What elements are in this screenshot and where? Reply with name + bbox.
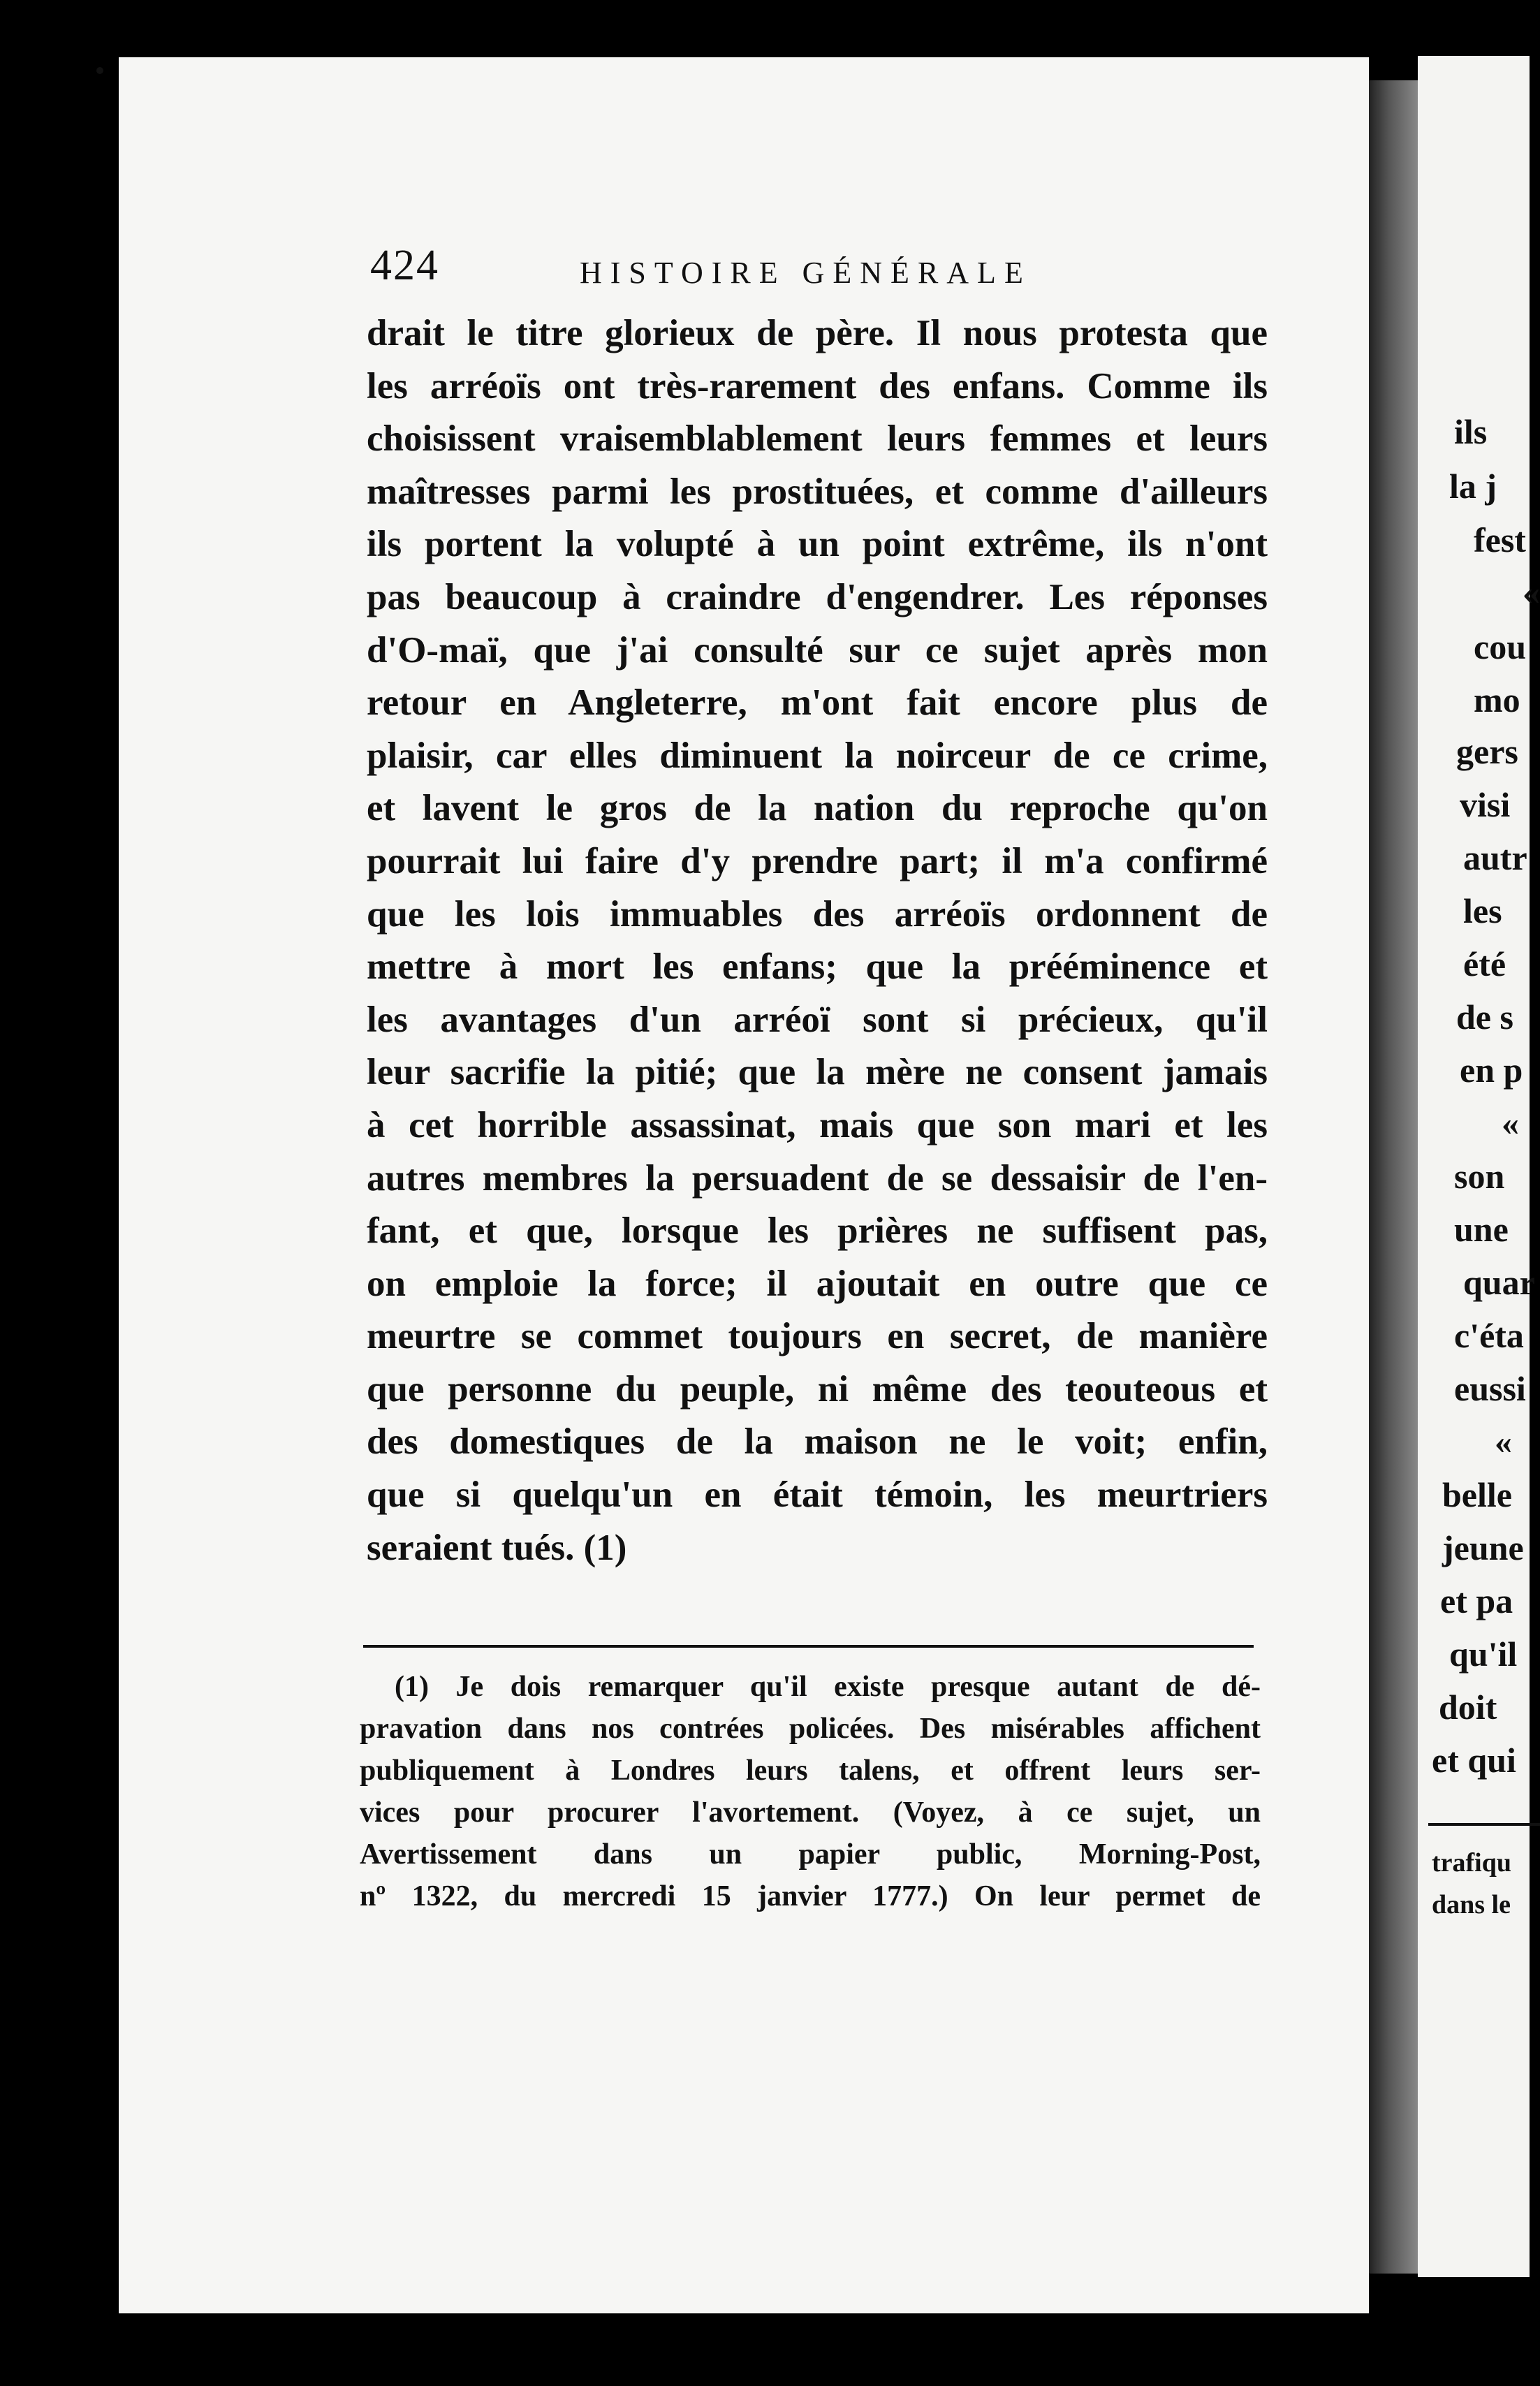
next-page-line: belle xyxy=(1442,1475,1512,1514)
footnote xyxy=(360,1666,1261,1917)
footnote-line: publiquement à Londres leurs talens, et offrent leurs ser- xyxy=(360,1755,1261,1787)
text-line: que si quelqu'un en était témoin, les meurtriers xyxy=(367,1474,1268,1516)
next-page-line: et qui xyxy=(1432,1741,1516,1780)
footnote-line: (1) Je dois remarquer qu'il existe presque autant de dé- xyxy=(395,1671,1261,1703)
text-line: que les lois immuables des arréoïs ordonnent de xyxy=(367,893,1268,935)
next-page-line: la j xyxy=(1449,467,1497,506)
text-line: pas beaucoup à craindre d'engendrer. Les réponses xyxy=(367,576,1268,617)
footnote-line: pravation dans nos contrées policées. Des misérables affichent xyxy=(360,1713,1261,1745)
next-page-line: mo xyxy=(1474,680,1520,719)
next-page-footnote-line: trafiqu xyxy=(1432,1848,1511,1878)
text-line: les arréoïs ont très-rarement des enfans. Comme ils xyxy=(367,365,1268,407)
body-text xyxy=(367,307,1268,1574)
text-line: à cet horrible assassinat, mais que son mari et les xyxy=(367,1104,1268,1146)
footnote-line: vices pour procurer l'avortement. (Voyez, à ce sujet, un xyxy=(360,1796,1261,1829)
text-line: maîtresses parmi les prostituées, et comme d'ailleurs xyxy=(367,471,1268,512)
text-line: d'O-maï, que j'ai consulté sur ce sujet après mon xyxy=(367,629,1268,671)
next-page-footnote-rule xyxy=(1428,1823,1540,1826)
next-page-line: les xyxy=(1463,891,1502,930)
next-page-line: c'éta xyxy=(1454,1316,1524,1355)
footnote-rule xyxy=(363,1645,1254,1648)
next-page-line: et pa xyxy=(1440,1581,1513,1620)
scan-speck xyxy=(325,1942,335,1963)
running-title: HISTOIRE GÉNÉRALE xyxy=(580,256,1032,290)
book-page-right-partial xyxy=(1418,56,1540,2277)
text-line: et lavent le gros de la nation du reproche qu'on xyxy=(367,788,1268,829)
next-page-line: gers xyxy=(1456,732,1518,771)
scan-speck xyxy=(96,67,103,74)
next-page-line: « xyxy=(1495,1422,1512,1461)
next-page-line: fest xyxy=(1474,520,1526,559)
text-line: drait le titre glorieux de père. Il nous protesta que xyxy=(367,313,1268,353)
next-page-line: « xyxy=(1502,1104,1519,1143)
next-page-line: eussi xyxy=(1454,1369,1526,1408)
text-line: plaisir, car elles diminuent la noirceur de ce crime, xyxy=(367,735,1268,776)
book-gutter xyxy=(1369,80,1418,2274)
text-line: on emploie la force; il ajoutait en outre que ce xyxy=(367,1263,1268,1304)
text-line: meurtre se commet toujours en secret, de manière xyxy=(367,1316,1268,1357)
text-line: mettre à mort les enfans; que la prééminence et xyxy=(367,946,1268,988)
next-page-line: ils xyxy=(1454,412,1488,451)
next-page-line: en p xyxy=(1460,1051,1523,1090)
next-page-line: qu'il xyxy=(1449,1634,1518,1674)
next-page-line: doit xyxy=(1439,1688,1497,1727)
page-number: 424 xyxy=(370,242,439,289)
text-line: fant, et que, lorsque les prières ne suffisent pas, xyxy=(367,1210,1268,1252)
text-line: seraient tués. (1) xyxy=(367,1527,627,1568)
next-page-line: « xyxy=(1523,573,1540,612)
text-line: pourrait lui faire d'y prendre part; il m'a confirmé xyxy=(367,840,1268,881)
next-page-line: visi xyxy=(1460,785,1511,824)
text-line: des domestiques de la maison ne le voit; enfin, xyxy=(367,1421,1268,1463)
text-line: que personne du peuple, ni même des teouteous et xyxy=(367,1368,1268,1410)
footnote-line: nº 1322, du mercredi 15 janvier 1777.) On leur permet de xyxy=(360,1880,1261,1912)
next-page-line: cou xyxy=(1474,627,1526,666)
text-line: retour en Angleterre, m'ont fait encore plus de xyxy=(367,682,1268,724)
next-page-line: son xyxy=(1454,1157,1505,1196)
next-page-line: jeune xyxy=(1442,1528,1524,1567)
next-page-line: une xyxy=(1454,1210,1509,1249)
next-page-line: autr xyxy=(1463,838,1527,877)
text-line: choisissent vraisemblablement leurs femmes et leurs xyxy=(367,418,1268,460)
text-line: autres membres la persuadent de se dessaisir de l'en- xyxy=(367,1157,1268,1199)
page-header xyxy=(370,241,1271,304)
next-page-line: de s xyxy=(1456,997,1513,1037)
text-line: leur sacrifie la pitié; que la mère ne consent jamais xyxy=(367,1052,1268,1093)
next-page-footnote-line: dans le xyxy=(1432,1890,1511,1919)
next-page-line: quar xyxy=(1463,1263,1535,1302)
next-page-line: été xyxy=(1463,944,1506,983)
text-line: ils portent la volupté à un point extrême, ils n'ont xyxy=(367,524,1268,565)
text-line: les avantages d'un arréoï sont si précieux, qu'il xyxy=(367,999,1268,1040)
footnote-line: Avertissement dans un papier public, Morning-Post, xyxy=(360,1838,1261,1871)
